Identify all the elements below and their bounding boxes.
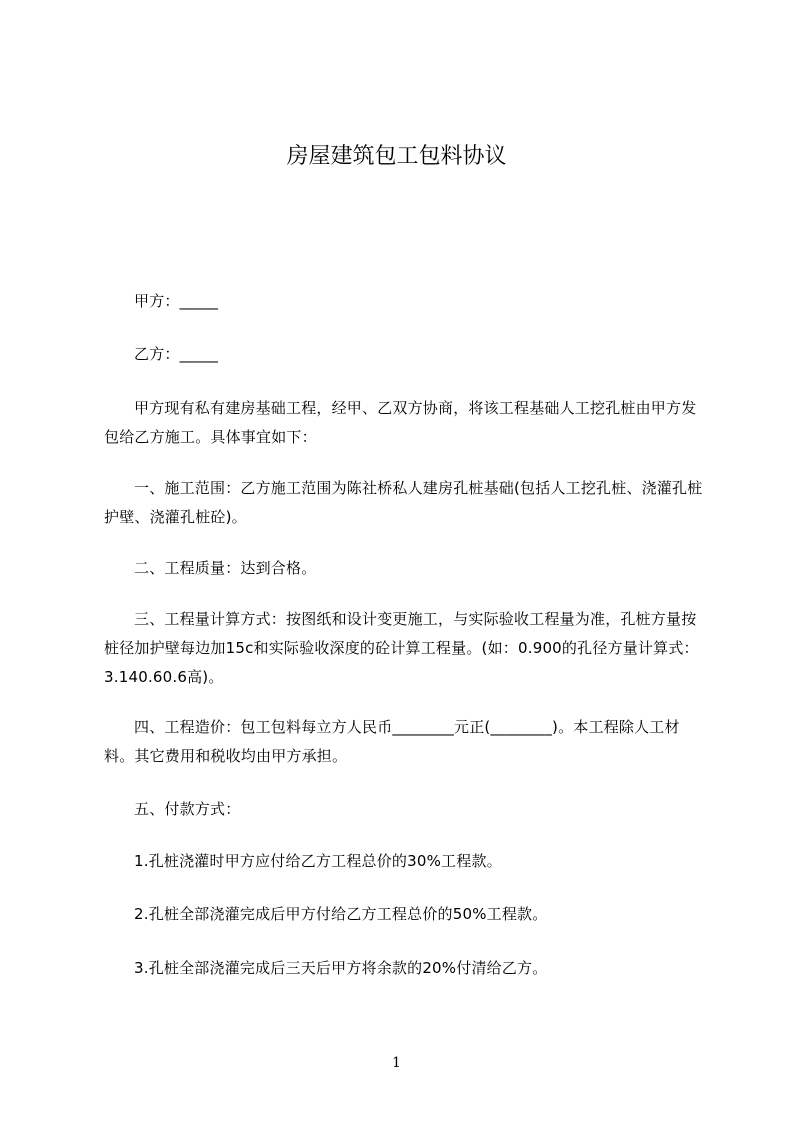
clause-scope: 一、施工范围：乙方施工范围为陈社桥私人建房孔桩基础(包括人工挖孔桩、浇灌孔桩护壁、浇灌孔桩砼)。: [104, 479, 703, 526]
payment-item-1: 1.孔桩浇灌时甲方应付给乙方工程总价的30%工程款。: [134, 852, 502, 870]
page-number: 1: [392, 1055, 401, 1071]
clause-quantity: 三、工程量计算方式：按图纸和设计变更施工，与实际验收工程量为准，孔桩方量按桩径加护壁每边加15c和实际验收深度的砼计算工程量。(如：0.900的孔径方量计算式：3.140.60.6高)。: [104, 610, 699, 686]
payment-item-2: 2.孔桩全部浇灌完成后甲方付给乙方工程总价的50%工程款。: [134, 905, 548, 923]
intro-paragraph: 甲方现有私有建房基础工程，经甲、乙双方协商，将该工程基础人工挖孔桩由甲方发包给乙方施工。具体事宜如下：: [104, 399, 697, 446]
party-b-line: 乙方：_____: [134, 345, 219, 363]
payment-item-3: 3.孔桩全部浇灌完成后三天后甲方将余款的20%付清给乙方。: [134, 959, 548, 977]
party-a-line: 甲方：_____: [134, 292, 219, 310]
clause-payment: 五、付款方式：: [134, 800, 241, 818]
clause-quality: 二、工程质量：达到合格。: [134, 559, 317, 577]
document-title: 房屋建筑包工包料协议: [286, 144, 507, 169]
clause-price: 四、工程造价：包工包料每立方人民币________元正(________)。本工程除人工材料。其它费用和税收均由甲方承担。: [104, 718, 680, 765]
